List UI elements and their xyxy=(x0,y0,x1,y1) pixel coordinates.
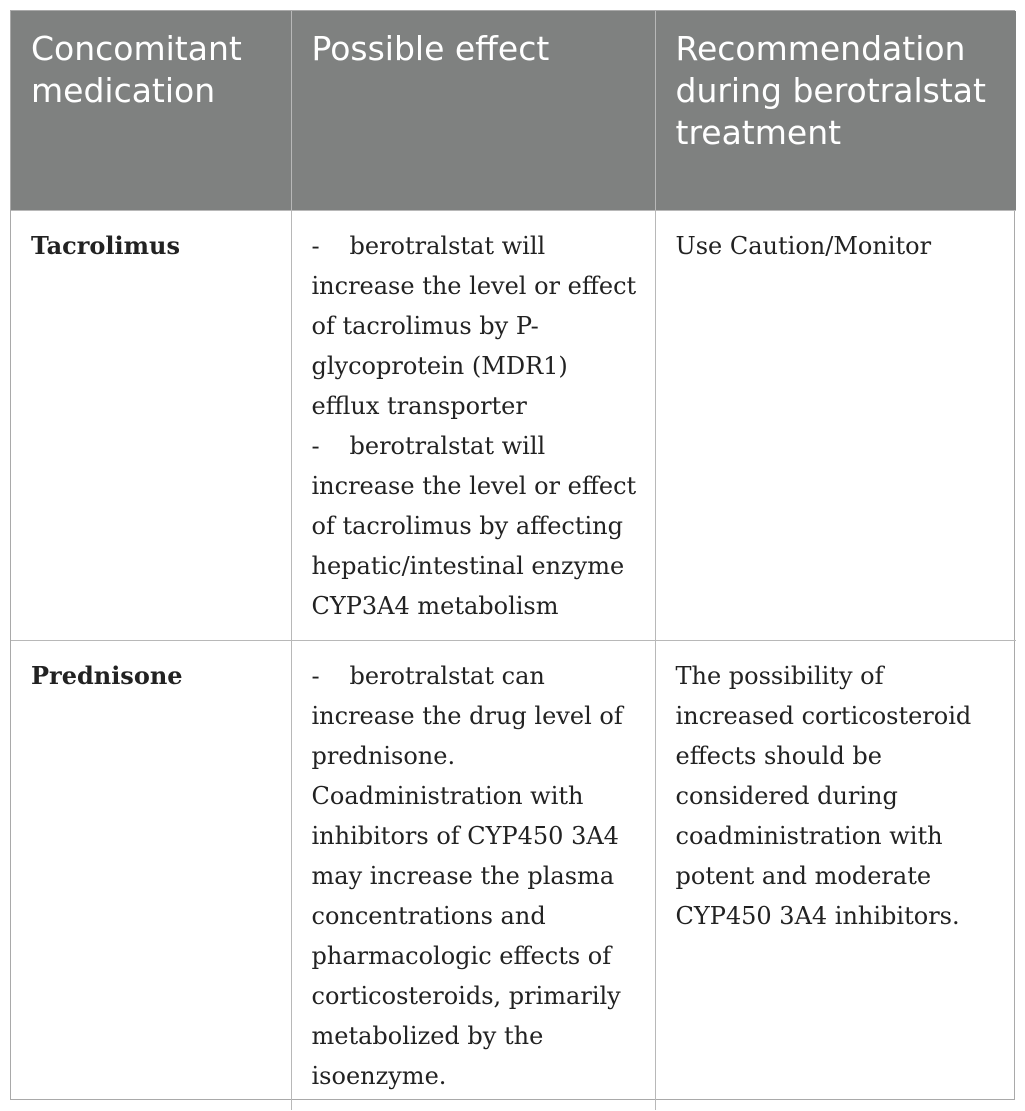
possible-effect-cell xyxy=(291,210,655,640)
effect-item xyxy=(312,426,637,626)
possible-effect-cell xyxy=(291,640,655,1110)
effect-item xyxy=(312,656,637,1096)
bullet-dash: - xyxy=(311,661,320,690)
effect-text: berotralstat will increase the level or effect of tacrolimus by P-glycoprotein (MDR1) efflux transporter xyxy=(311,231,637,420)
header-possible-effect: Possible effect xyxy=(291,11,655,210)
table-row-tacrolimus xyxy=(11,210,1016,640)
table-row-prednisone xyxy=(11,640,1016,1110)
table-header-row xyxy=(11,11,1016,210)
drug-interaction-table xyxy=(11,11,1016,1110)
effect-text: berotralstat will increase the level or effect of tacrolimus by affecting hepatic/intestinal enzyme CYP3A4 metabolism xyxy=(311,431,637,620)
medication-name-cell: Prednisone xyxy=(11,640,291,1110)
bullet-dash: - xyxy=(311,231,320,260)
medication-name-cell: Tacrolimus xyxy=(11,210,291,640)
drug-interaction-table-container xyxy=(10,10,1015,1100)
recommendation-cell: Use Caution/Monitor xyxy=(655,210,1016,640)
effect-text: berotralstat can increase the drug level of prednisone. Coadministration with inhibitors of CYP450 3A4 may increase the plasma concentrations and pharmacologic effects of corticosteroids, primarily metabolized by the isoenzyme. xyxy=(311,661,623,1090)
header-recommendation: Recommendation during berotralstat treatment xyxy=(675,29,986,152)
header-concomitant-medication: Concomitant medication xyxy=(11,11,291,210)
effect-item xyxy=(312,226,637,426)
recommendation-cell: The possibility of increased corticosteroid effects should be considered during coadministration with potent and moderate CYP450 3A4 inhibitors. xyxy=(655,640,1016,1110)
bullet-dash: - xyxy=(311,431,320,460)
